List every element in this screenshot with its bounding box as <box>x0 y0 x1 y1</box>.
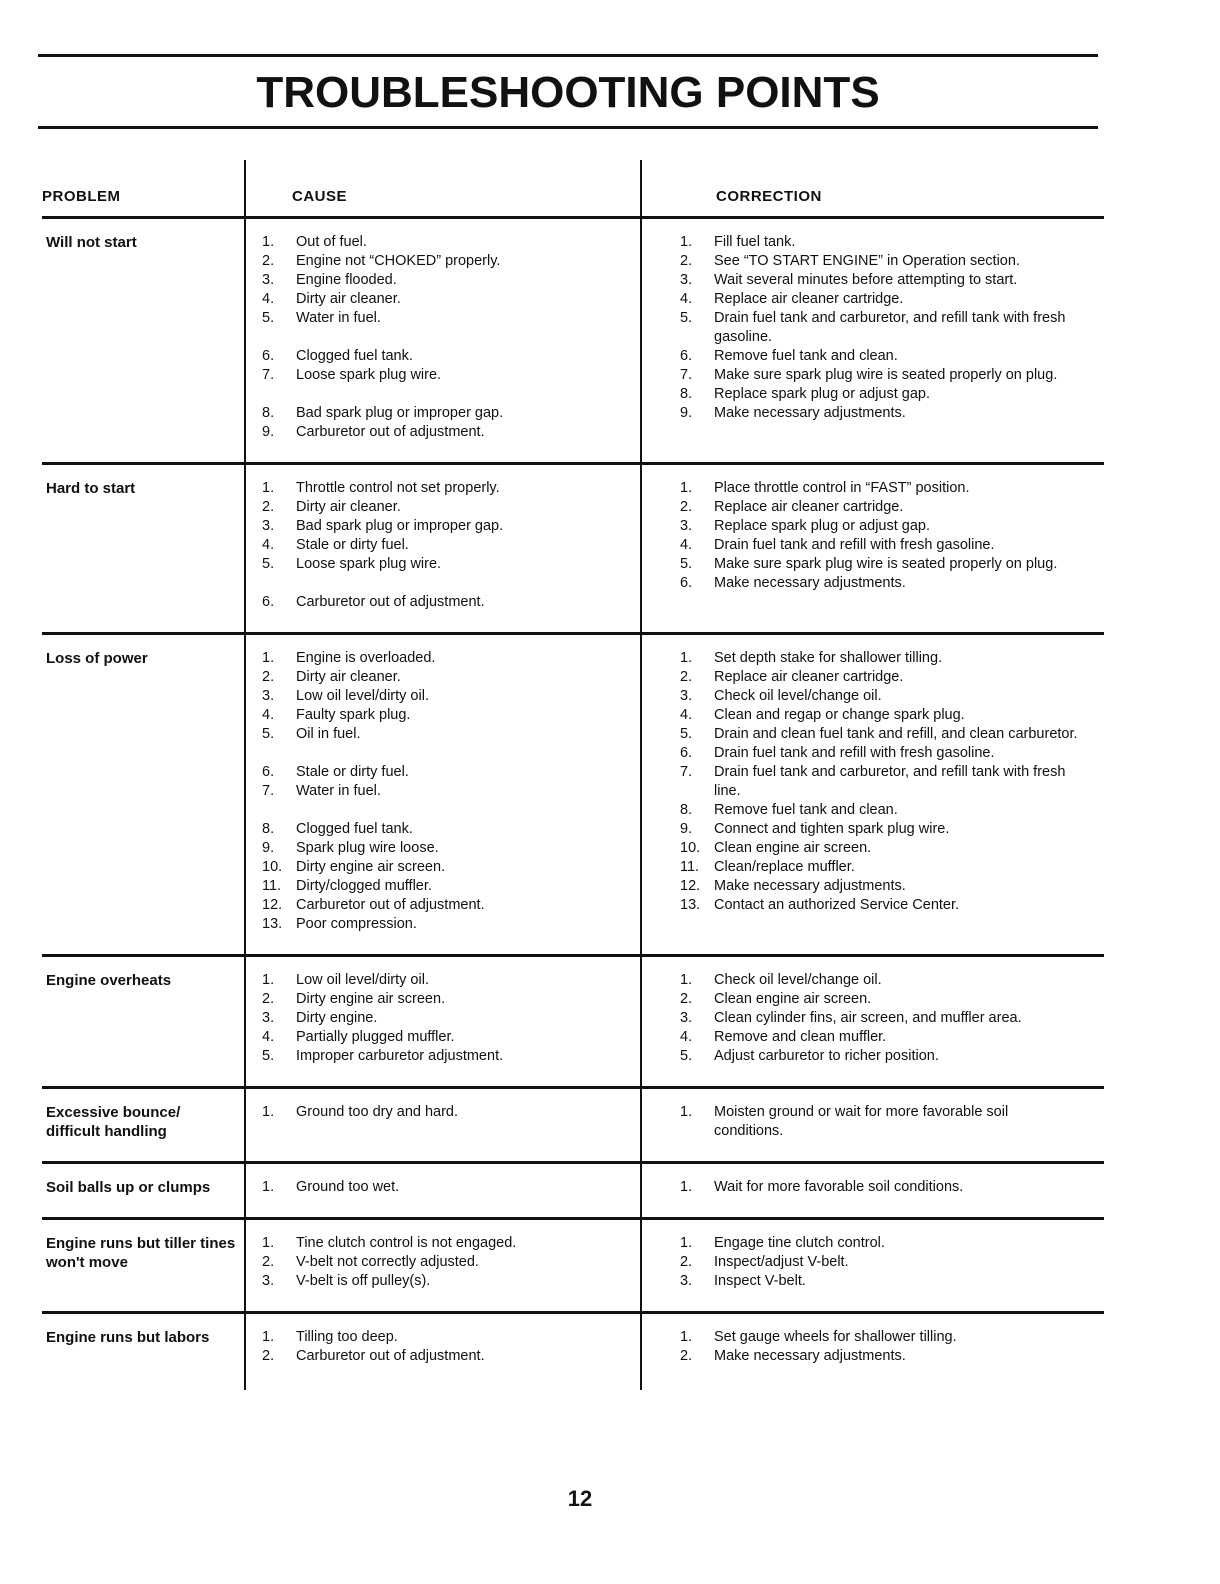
item-text: Poor compression. <box>296 916 417 932</box>
table-body <box>42 219 1104 1386</box>
item-text: See “TO START ENGINE” in Operation section. <box>714 253 1020 269</box>
table-row <box>42 635 1104 957</box>
cause-list <box>262 1234 638 1291</box>
item-text: Spark plug wire loose. <box>296 840 439 856</box>
cause-item <box>262 404 638 423</box>
item-text: Drain fuel tank and carburetor, and refill tank with fresh line. <box>714 764 1066 799</box>
table-row <box>42 1164 1104 1220</box>
correction-list <box>680 1234 1080 1291</box>
item-number: 7. <box>680 367 693 383</box>
correction-item <box>680 347 1080 366</box>
title-rule <box>38 126 1098 129</box>
cause-item <box>262 1103 638 1122</box>
cause-item <box>262 858 638 877</box>
table-row <box>42 465 1104 635</box>
correction-item <box>680 820 1080 839</box>
cause-item <box>262 896 638 915</box>
problem-label: Engine runs but labors <box>46 1329 210 1346</box>
item-text: Make necessary adjustments. <box>714 405 906 421</box>
correction-item <box>680 687 1080 706</box>
table-row <box>42 1220 1104 1314</box>
table-row <box>42 957 1104 1089</box>
item-text: Carburetor out of adjustment. <box>296 1348 485 1364</box>
correction-item <box>680 744 1080 763</box>
table-row <box>42 219 1104 465</box>
item-text: Low oil level/dirty oil. <box>296 972 429 988</box>
item-number: 4. <box>262 1029 275 1045</box>
item-text: Remove fuel tank and clean. <box>714 348 898 364</box>
correction-item <box>680 252 1080 271</box>
item-number: 3. <box>262 688 275 704</box>
correction-item <box>680 1103 1080 1141</box>
cause-item <box>262 1347 638 1366</box>
cause-item <box>262 309 638 328</box>
problem-label: Loss of power <box>46 650 148 667</box>
item-text: Ground too wet. <box>296 1179 400 1195</box>
item-text: Bad spark plug or improper gap. <box>296 405 504 421</box>
cause-item <box>262 1028 638 1047</box>
item-number: 2. <box>262 669 275 685</box>
correction-item <box>680 877 1080 896</box>
correction-item <box>680 896 1080 915</box>
correction-item <box>680 536 1080 555</box>
table-row <box>42 1314 1104 1386</box>
item-text: Dirty air cleaner. <box>296 499 401 515</box>
item-text: Faulty spark plug. <box>296 707 411 723</box>
correction-item <box>680 1253 1080 1272</box>
item-number: 1. <box>262 480 275 496</box>
cause-item <box>262 498 638 517</box>
correction-item <box>680 233 1080 252</box>
item-number: 6. <box>262 764 275 780</box>
cause-item <box>262 1328 638 1347</box>
item-number: 2. <box>680 499 693 515</box>
item-text: Check oil level/change oil. <box>714 688 882 704</box>
item-number: 1. <box>262 972 275 988</box>
item-text: Replace air cleaner cartridge. <box>714 669 904 685</box>
item-number: 9. <box>680 821 693 837</box>
header-cause: CAUSE <box>292 188 348 205</box>
item-text: Drain fuel tank and carburetor, and refill tank with fresh gasoline. <box>714 310 1066 345</box>
problem-label: Engine overheats <box>46 972 172 989</box>
item-number: 5. <box>680 556 693 572</box>
item-text: Stale or dirty fuel. <box>296 764 409 780</box>
item-text: Ground too dry and hard. <box>296 1104 459 1120</box>
header-correction: CORRECTION <box>716 188 822 205</box>
item-text: Clean engine air screen. <box>714 991 872 1007</box>
item-number: 7. <box>262 783 275 799</box>
item-text: V-belt is off pulley(s). <box>296 1273 431 1289</box>
item-number: 5. <box>680 1048 693 1064</box>
correction-item <box>680 574 1080 593</box>
page-number: 12 <box>567 1486 593 1511</box>
item-number: 11. <box>680 859 700 875</box>
correction-item <box>680 801 1080 820</box>
item-number: 4. <box>680 537 693 553</box>
item-text: Set gauge wheels for shallower tilling. <box>714 1329 957 1345</box>
item-text: Carburetor out of adjustment. <box>296 424 485 440</box>
cause-item <box>262 290 638 309</box>
item-number: 5. <box>680 310 693 326</box>
correction-item <box>680 1047 1080 1066</box>
correction-item <box>680 404 1080 423</box>
item-number: 4. <box>262 291 275 307</box>
correction-item <box>680 1178 1080 1197</box>
table-row <box>42 1089 1104 1164</box>
item-text: Drain fuel tank and refill with fresh gasoline. <box>714 537 995 553</box>
correction-list <box>680 649 1080 934</box>
correction-list <box>680 233 1080 442</box>
item-text: Improper carburetor adjustment. <box>296 1048 504 1064</box>
correction-list <box>680 971 1080 1066</box>
cause-item <box>262 668 638 687</box>
problem-label: Will not start <box>46 234 137 251</box>
item-text: Tine clutch control is not engaged. <box>296 1235 517 1251</box>
item-number: 3. <box>680 1273 693 1289</box>
item-number: 1. <box>680 1329 693 1345</box>
item-text: Moisten ground or wait for more favorable soil conditions. <box>714 1104 1009 1139</box>
item-number: 5. <box>262 726 275 742</box>
item-text: Loose spark plug wire. <box>296 556 442 572</box>
correction-list <box>680 1178 1080 1197</box>
cause-item <box>262 1272 638 1291</box>
item-number: 1. <box>262 234 275 250</box>
cause-item <box>262 725 638 744</box>
cause-list <box>262 1328 638 1366</box>
correction-item <box>680 479 1080 498</box>
item-number: 3. <box>680 688 693 704</box>
top-rule <box>38 54 1098 57</box>
problem-label: Excessive bounce/ difficult handling <box>46 1104 181 1140</box>
item-number: 7. <box>262 367 275 383</box>
cause-item <box>262 366 638 385</box>
cause-item <box>262 915 638 934</box>
item-number: 4. <box>680 707 693 723</box>
item-number: 8. <box>680 802 693 818</box>
correction-item <box>680 1328 1080 1347</box>
item-text: Adjust carburetor to richer position. <box>714 1048 939 1064</box>
header-problem: PROBLEM <box>42 188 121 205</box>
correction-item <box>680 498 1080 517</box>
item-number: 11. <box>262 878 282 894</box>
cause-item <box>262 593 638 612</box>
correction-item <box>680 517 1080 536</box>
correction-item <box>680 858 1080 877</box>
item-number: 12. <box>680 878 701 894</box>
problem-label: Soil balls up or clumps <box>46 1179 211 1196</box>
item-text: Replace spark plug or adjust gap. <box>714 518 931 534</box>
cause-list <box>262 971 638 1066</box>
item-text: Clogged fuel tank. <box>296 821 413 837</box>
item-number: 1. <box>680 972 693 988</box>
cause-item <box>262 1178 638 1197</box>
cause-item <box>262 271 638 290</box>
item-number: 1. <box>680 234 693 250</box>
item-text: Loose spark plug wire. <box>296 367 442 383</box>
item-text: Clogged fuel tank. <box>296 348 413 364</box>
cause-item <box>262 820 638 839</box>
item-text: V-belt not correctly adjusted. <box>296 1254 479 1270</box>
item-number: 2. <box>680 991 693 1007</box>
item-number: 4. <box>262 707 275 723</box>
item-text: Replace air cleaner cartridge. <box>714 499 904 515</box>
item-number: 10. <box>680 840 701 856</box>
item-number: 3. <box>680 1010 693 1026</box>
item-text: Engine flooded. <box>296 272 397 288</box>
item-text: Dirty air cleaner. <box>296 291 401 307</box>
item-number: 6. <box>680 348 693 364</box>
item-text: Carburetor out of adjustment. <box>296 897 485 913</box>
problem-label: Hard to start <box>46 480 136 497</box>
correction-item <box>680 366 1080 385</box>
item-number: 2. <box>262 991 275 1007</box>
item-number: 3. <box>680 272 693 288</box>
item-number: 1. <box>262 1104 275 1120</box>
correction-item <box>680 1234 1080 1253</box>
item-number: 3. <box>680 518 693 534</box>
item-number: 2. <box>262 1254 275 1270</box>
cause-item <box>262 233 638 252</box>
item-text: Make sure spark plug wire is seated properly on plug. <box>714 556 1058 572</box>
item-number: 1. <box>262 650 275 666</box>
cause-item <box>262 763 638 782</box>
correction-item <box>680 555 1080 574</box>
item-text: Remove fuel tank and clean. <box>714 802 898 818</box>
item-number: 2. <box>680 1254 693 1270</box>
correction-item <box>680 1028 1080 1047</box>
item-text: Drain and clean fuel tank and refill, and clean carburetor. <box>714 726 1078 742</box>
item-text: Dirty/clogged muffler. <box>296 878 432 894</box>
item-number: 6. <box>262 594 275 610</box>
item-text: Clean cylinder fins, air screen, and muffler area. <box>714 1010 1022 1026</box>
item-number: 4. <box>680 291 693 307</box>
item-number: 5. <box>262 1048 275 1064</box>
item-text: Check oil level/change oil. <box>714 972 882 988</box>
item-number: 8. <box>680 386 693 402</box>
cause-item <box>262 479 638 498</box>
item-text: Make necessary adjustments. <box>714 575 906 591</box>
item-text: Low oil level/dirty oil. <box>296 688 429 704</box>
cause-list <box>262 1103 638 1141</box>
item-text: Bad spark plug or improper gap. <box>296 518 504 534</box>
cause-item <box>262 971 638 990</box>
correction-item <box>680 839 1080 858</box>
correction-item <box>680 990 1080 1009</box>
cause-list <box>262 233 638 442</box>
item-number: 2. <box>262 253 275 269</box>
item-number: 6. <box>680 745 693 761</box>
cause-item <box>262 990 638 1009</box>
item-text: Water in fuel. <box>296 783 381 799</box>
item-number: 2. <box>262 499 275 515</box>
correction-item <box>680 1009 1080 1028</box>
item-text: Make sure spark plug wire is seated properly on plug. <box>714 367 1058 383</box>
troubleshooting-table <box>42 160 1104 1386</box>
item-text: Tilling too deep. <box>296 1329 398 1345</box>
item-text: Wait for more favorable soil conditions. <box>714 1179 964 1195</box>
item-number: 3. <box>262 518 275 534</box>
item-number: 5. <box>680 726 693 742</box>
item-number: 3. <box>262 1273 275 1289</box>
item-text: Oil in fuel. <box>296 726 361 742</box>
item-text: Engine not “CHOKED” properly. <box>296 253 501 269</box>
item-text: Stale or dirty fuel. <box>296 537 409 553</box>
item-text: Carburetor out of adjustment. <box>296 594 485 610</box>
cause-item <box>262 706 638 725</box>
cause-item <box>262 649 638 668</box>
correction-list <box>680 1103 1080 1141</box>
item-text: Clean engine air screen. <box>714 840 872 856</box>
cause-item <box>262 1009 638 1028</box>
cause-item <box>262 839 638 858</box>
cause-item <box>262 1253 638 1272</box>
table-header <box>42 160 1104 219</box>
item-number: 1. <box>680 650 693 666</box>
item-text: Dirty air cleaner. <box>296 669 401 685</box>
correction-item <box>680 271 1080 290</box>
correction-item <box>680 1272 1080 1291</box>
item-number: 5. <box>262 556 275 572</box>
correction-list <box>680 479 1080 612</box>
item-text: Connect and tighten spark plug wire. <box>714 821 950 837</box>
item-text: Drain fuel tank and refill with fresh gasoline. <box>714 745 995 761</box>
problem-label: Engine runs but tiller tines won't move <box>46 1235 236 1271</box>
correction-item <box>680 971 1080 990</box>
item-number: 2. <box>680 1348 693 1364</box>
item-number: 6. <box>262 348 275 364</box>
correction-item <box>680 309 1080 347</box>
item-text: Dirty engine. <box>296 1010 378 1026</box>
cause-item <box>262 423 638 442</box>
item-number: 2. <box>680 669 693 685</box>
item-text: Partially plugged muffler. <box>296 1029 455 1045</box>
correction-list <box>680 1328 1080 1366</box>
item-number: 9. <box>262 840 275 856</box>
item-number: 9. <box>262 424 275 440</box>
item-number: 2. <box>680 253 693 269</box>
item-number: 10. <box>262 859 283 875</box>
cause-item <box>262 347 638 366</box>
correction-item <box>680 668 1080 687</box>
item-number: 13. <box>680 897 701 913</box>
cause-list <box>262 1178 638 1197</box>
item-number: 1. <box>680 1235 693 1251</box>
item-number: 13. <box>262 916 283 932</box>
item-text: Clean and regap or change spark plug. <box>714 707 965 723</box>
item-number: 4. <box>262 537 275 553</box>
item-text: Replace spark plug or adjust gap. <box>714 386 931 402</box>
item-number: 1. <box>680 480 693 496</box>
item-text: Engine is overloaded. <box>296 650 436 666</box>
item-number: 1. <box>262 1329 275 1345</box>
item-text: Set depth stake for shallower tilling. <box>714 650 943 666</box>
item-number: 12. <box>262 897 283 913</box>
item-number: 1. <box>262 1179 275 1195</box>
item-text: Make necessary adjustments. <box>714 1348 906 1364</box>
cause-item <box>262 1047 638 1066</box>
item-text: Place throttle control in “FAST” position. <box>714 480 970 496</box>
correction-item <box>680 725 1080 744</box>
item-number: 9. <box>680 405 693 421</box>
correction-item <box>680 290 1080 309</box>
item-number: 6. <box>680 575 693 591</box>
item-text: Wait several minutes before attempting to start. <box>714 272 1018 288</box>
item-number: 2. <box>262 1348 275 1364</box>
cause-item <box>262 782 638 801</box>
item-text: Inspect V-belt. <box>714 1273 806 1289</box>
cause-item <box>262 536 638 555</box>
correction-item <box>680 385 1080 404</box>
item-text: Engage tine clutch control. <box>714 1235 885 1251</box>
item-text: Throttle control not set properly. <box>296 480 500 496</box>
item-text: Dirty engine air screen. <box>296 991 446 1007</box>
item-number: 1. <box>680 1104 693 1120</box>
correction-item <box>680 763 1080 801</box>
item-number: 1. <box>680 1179 693 1195</box>
correction-item <box>680 706 1080 725</box>
cause-list <box>262 479 638 612</box>
cause-item <box>262 687 638 706</box>
correction-item <box>680 649 1080 668</box>
item-number: 8. <box>262 821 275 837</box>
cause-item <box>262 555 638 574</box>
cause-item <box>262 517 638 536</box>
item-text: Make necessary adjustments. <box>714 878 906 894</box>
correction-item <box>680 1347 1080 1366</box>
item-text: Fill fuel tank. <box>714 234 796 250</box>
item-number: 4. <box>680 1029 693 1045</box>
item-number: 7. <box>680 764 693 780</box>
item-number: 3. <box>262 1010 275 1026</box>
item-text: Dirty engine air screen. <box>296 859 446 875</box>
cause-item <box>262 1234 638 1253</box>
item-number: 8. <box>262 405 275 421</box>
item-text: Replace air cleaner cartridge. <box>714 291 904 307</box>
cause-item <box>262 252 638 271</box>
item-number: 5. <box>262 310 275 326</box>
item-number: 3. <box>262 272 275 288</box>
cause-item <box>262 877 638 896</box>
item-text: Contact an authorized Service Center. <box>714 897 960 913</box>
cause-list <box>262 649 638 934</box>
item-text: Inspect/adjust V-belt. <box>714 1254 849 1270</box>
item-number: 1. <box>262 1235 275 1251</box>
page-title: TROUBLESHOOTING POINTS <box>256 68 880 117</box>
item-text: Out of fuel. <box>296 234 367 250</box>
item-text: Remove and clean muffler. <box>714 1029 887 1045</box>
item-text: Clean/replace muffler. <box>714 859 855 875</box>
item-text: Water in fuel. <box>296 310 381 326</box>
